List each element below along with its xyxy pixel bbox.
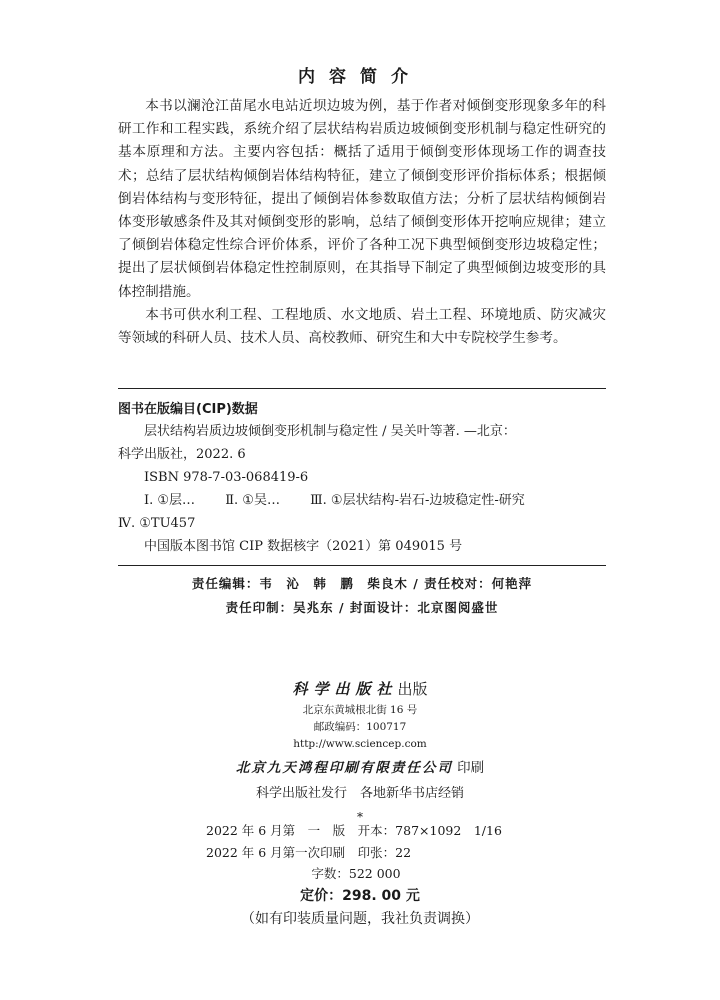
cip-class-3: Ⅲ. ①层状结构-岩石-边坡稳定性-研究: [310, 493, 525, 508]
separator-star: *: [357, 810, 363, 824]
intro-paragraph: 本书以澜沧江苗尾水电站近坝边坡为例，基于作者对倾倒变形现象多年的科研工作和工程实践，系统介绍了层状结构岩质边坡倾倒变形机制与稳定性研究的基本原理和方法。主要内容包括：概括了适用于倾倒变形体现场工作的调查技术；总结了层状结构倾倒岩体结构特征，建立了倾倒变形评价指标体系；根据倾倒岩体结构与变形特征，提出了倾倒岩体参数取值方法；分析了层状结构倾倒岩体变形敏感条件及其对倾倒变形的影响，总结了倾倒变形体开挖响应规律；建立了倾倒岩体稳定性综合评价体系，评价了各种工况下典型倾倒变形边坡稳定性；提出了层状倾倒岩体稳定性控制原则，在其指导下制定了典型倾倒边坡变形的具体控制措施。: [118, 98, 606, 300]
quality-notice: （如有印装质量问题，我社负责调换）: [241, 911, 479, 927]
cip-classification: [118, 489, 606, 512]
credits: [118, 572, 606, 620]
printer-line: [0, 755, 720, 781]
printing-line: 2022 年 6 月第一次印刷 印张：22: [206, 844, 412, 860]
publisher-postcode: 邮政编码：100717: [313, 721, 407, 733]
word-count: 字数：522 000: [311, 866, 401, 881]
cip-library-record: 中国版本图书馆 CIP 数据核字（2021）第 049015 号: [144, 539, 463, 554]
intro-title: 内容简介: [298, 67, 422, 87]
divider-bottom: [118, 565, 606, 566]
divider-top: [118, 388, 606, 389]
edition-line: 2022 年 6 月第 一 版 开本：787×1092 1/16: [206, 823, 502, 838]
cip-class-1: Ⅰ. ①层…: [144, 493, 196, 508]
intro-paragraph: 本书可供水利工程、工程地质、水文地质、岩土工程、环境地质、防灾减灾等领域的科研人员、技术人员、高校教师、研究生和大中专院校学生参考。: [118, 306, 606, 347]
cip-block: [118, 398, 606, 558]
distribution-line: 科学出版社发行 各地新华书店经销: [255, 786, 464, 801]
publisher-address: 北京东黄城根北街 16 号: [302, 704, 418, 716]
publisher-line: [0, 676, 720, 702]
publisher-website: http://www.sciencep.com: [293, 738, 427, 750]
publisher-name: 科学出版社: [292, 680, 398, 698]
printer-suffix: 印刷: [457, 760, 485, 776]
cip-publisher-line: 科学出版社，2022. 6: [118, 447, 246, 462]
price: 定价：298. 00 元: [300, 888, 420, 904]
cip-title-line: 层状结构岩质边坡倾倒变形机制与稳定性 / 吴关叶等著. —北京：: [144, 424, 516, 439]
credits-production: 责任印制：吴兆东 / 封面设计：北京图阅盛世: [225, 600, 499, 615]
printer-name: 北京九天鸿程印刷有限责任公司: [235, 760, 453, 776]
credits-editors: 责任编辑：韦 沁 韩 鹏 柴良木 / 责任校对：何艳萍: [191, 576, 533, 591]
intro-body: [118, 95, 606, 350]
imprint: [0, 676, 720, 827]
print-specs: [206, 820, 526, 885]
cip-class-4: Ⅳ. ①TU457: [118, 516, 196, 531]
cip-heading: 图书在版编目(CIP)数据: [118, 402, 258, 417]
cip-isbn: ISBN 978-7-03-068419-6: [144, 470, 309, 485]
cip-class-2: Ⅱ. ①吴…: [225, 493, 280, 508]
publisher-suffix: 出版: [397, 680, 428, 698]
